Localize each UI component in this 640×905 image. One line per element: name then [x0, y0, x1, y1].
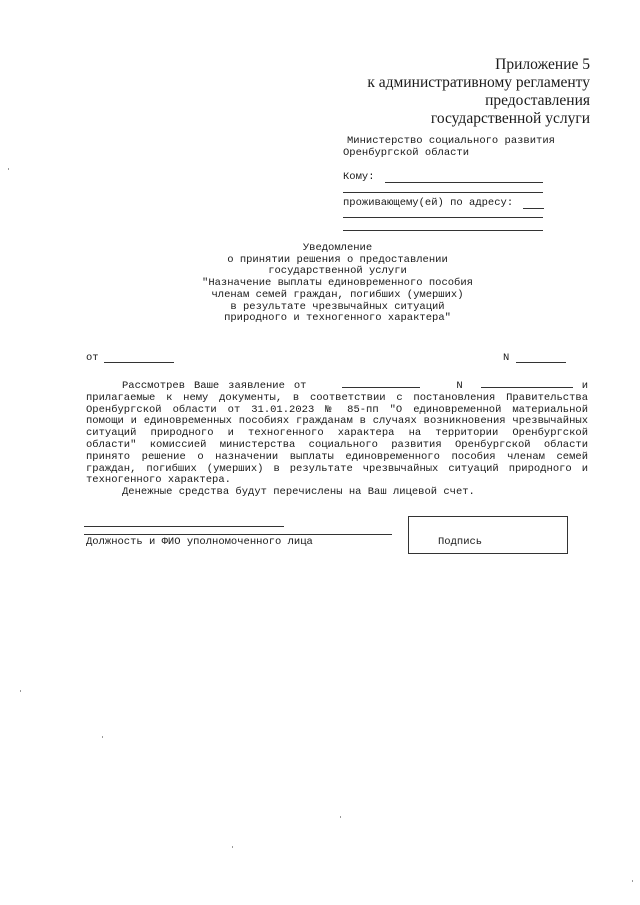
application-date-blank [342, 377, 420, 388]
notice-subtitle-2: государственной услуги [268, 265, 407, 278]
address-field-line [523, 208, 544, 209]
ministry-name-line-2: Оренбургской области [343, 147, 470, 159]
scan-speck [632, 880, 633, 882]
scan-speck [8, 168, 9, 170]
notice-service-name-4: природного и техногенного характера" [224, 312, 451, 325]
address-label: проживающему(ей) по адресу: [343, 197, 514, 209]
notice-body [86, 377, 588, 499]
body-and: и [581, 380, 588, 392]
ministry-name-line-1: Министерство социального развития [347, 135, 555, 147]
number-field-line [516, 362, 566, 363]
scan-speck [232, 846, 233, 848]
appendix-header [290, 56, 590, 128]
appendix-line-2: к административному регламенту [367, 74, 590, 91]
notice-title: Уведомление [302, 242, 373, 254]
application-number-label: N [456, 380, 463, 392]
notice-title-block [160, 243, 515, 325]
signature-box [408, 516, 568, 554]
notice-service-name-1: "Назначение выплаты единовременного пособия [202, 277, 473, 290]
body-paragraph-1 [86, 377, 588, 487]
body-paragraph-2: Денежные средства будут перечислены на Ваш лицевой счет. [122, 486, 475, 499]
to-label: Кому: [343, 171, 375, 183]
scan-speck [102, 736, 103, 738]
notice-service-name-3: в результате чрезвычайных ситуаций [230, 300, 445, 313]
appendix-line-4: государственной услуги [430, 110, 590, 127]
scan-speck [20, 690, 21, 692]
position-line-upper [84, 526, 284, 527]
number-label: N [503, 352, 510, 364]
application-number-blank [481, 377, 573, 388]
notice-subtitle-1: о принятии решения о предоставлении [227, 253, 448, 266]
position-caption: Должность и ФИО уполномоченного лица [86, 536, 313, 548]
to-field-line [385, 182, 543, 183]
scan-speck [340, 816, 341, 818]
signature-caption: Подпись [438, 536, 483, 548]
body-lead: Рассмотрев Ваше заявление от [122, 380, 307, 392]
appendix-title: Приложение 5 [495, 56, 590, 73]
notice-service-name-2: членам семей граждан, погибших (умерших) [211, 288, 464, 301]
date-field-line [104, 362, 174, 363]
to-field-line-2 [343, 192, 543, 193]
position-line [84, 534, 392, 535]
date-label: от [86, 352, 99, 364]
body-decision-text: прилагаемые к нему документы, в соответствии с постановления Правительства Оренбургской области от 31.01.2023 № 85-пп "О единовременной материальной помощи и единовременных пособиях гражданам в случаях возникновения чрезвычайных ситуаций природного и техногенного характера на территории Оренбургской области" комиссией министерства социального развития Оренбургской области принято решение о назначении выплаты единовременного пособия членам семей граждан, погибших (умерших) в результате чрезвычайных ситуаций природного и техногенного характера. [86, 391, 588, 487]
address-field-line-2 [343, 217, 543, 218]
appendix-line-3: предоставления [485, 92, 590, 109]
address-field-line-3 [343, 230, 543, 231]
